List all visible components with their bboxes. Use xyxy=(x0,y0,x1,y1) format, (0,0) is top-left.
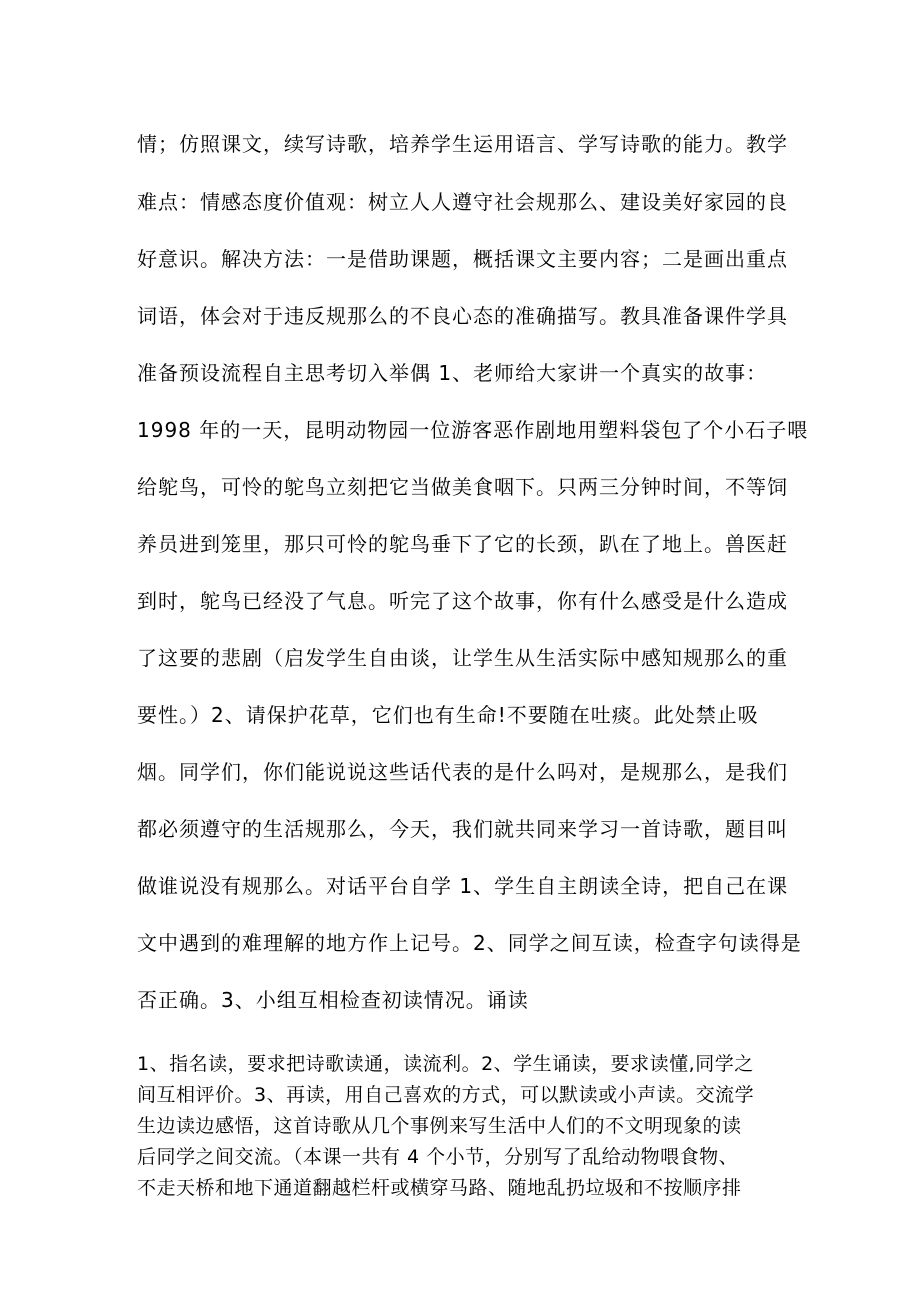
text-line: 1998 年的一天，昆明动物园一位游客恶作剧地用塑料袋包了个小石子喂 xyxy=(137,418,809,442)
text-line: 做谁说没有规那么。对话平台自学 1、学生自主朗读全诗，把自己在课 xyxy=(137,874,789,898)
text-line: 了这要的悲剧（启发学生自由谈，让学生从生活实际中感知规那么的重 xyxy=(137,646,788,670)
text-line: 烟。同学们，你们能说说这些话代表的是什么吗对，是规那么，是我们 xyxy=(137,760,788,784)
text-line: 情；仿照课文，续写诗歌，培养学生运用语言、学写诗歌的能力。教学 xyxy=(137,132,788,156)
text-line: 生边读边感悟，这首诗歌从几个事例来写生活中人们的不文明现象的读 xyxy=(137,1115,742,1137)
text-line: 词语，体会对于违反规那么的不良心态的准确描写。教具准备课件学具 xyxy=(137,304,788,328)
text-line: 都必须遵守的生活规那么，今天，我们就共同来学习一首诗歌，题目叫 xyxy=(137,817,788,841)
text-line: 否正确。3、小组互相检查初读情况。诵读 xyxy=(137,988,529,1012)
text-line: 要性。）2、请保护花草，它们也有生命!不要随在吐痰。此处禁止吸 xyxy=(137,703,759,727)
text-line: 给鸵鸟，可怜的鸵鸟立刻把它当做美食咽下。只两三分钟时间，不等饲 xyxy=(137,475,788,499)
text-line: 养员进到笼里，那只可怜的鸵鸟垂下了它的长颈，趴在了地上。兽医赶 xyxy=(137,532,788,556)
text-line: 不走天桥和地下通道翻越栏杆或横穿马路、随地乱扔垃圾和不按顺序排 xyxy=(137,1177,742,1199)
text-line: 1、指名读，要求把诗歌读通，读流利。2、学生诵读，要求读懂,同学之 xyxy=(137,1053,754,1075)
text-line: 难点：情感态度价值观：树立人人遵守社会规那么、建设美好家园的良 xyxy=(137,190,788,214)
text-line: 文中遇到的难理解的地方作上记号。2、同学之间互读，检查字句读得是 xyxy=(137,931,802,955)
text-line: 准备预设流程自主思考切入举偶 1、老师给大家讲一个真实的故事： xyxy=(137,361,768,385)
text-line: 后同学之间交流。（本课一共有 4 个小节，分别写了乱给动物喂食物、 xyxy=(137,1146,739,1168)
text-line: 到时，鸵鸟已经没了气息。听完了这个故事，你有什么感受是什么造成 xyxy=(137,589,788,613)
text-line: 间互相评价。3、再读，用自己喜欢的方式，可以默读或小声读。交流学 xyxy=(137,1084,755,1106)
text-line: 好意识。解决方法：一是借助课题，概括课文主要内容；二是画出重点 xyxy=(137,247,788,271)
